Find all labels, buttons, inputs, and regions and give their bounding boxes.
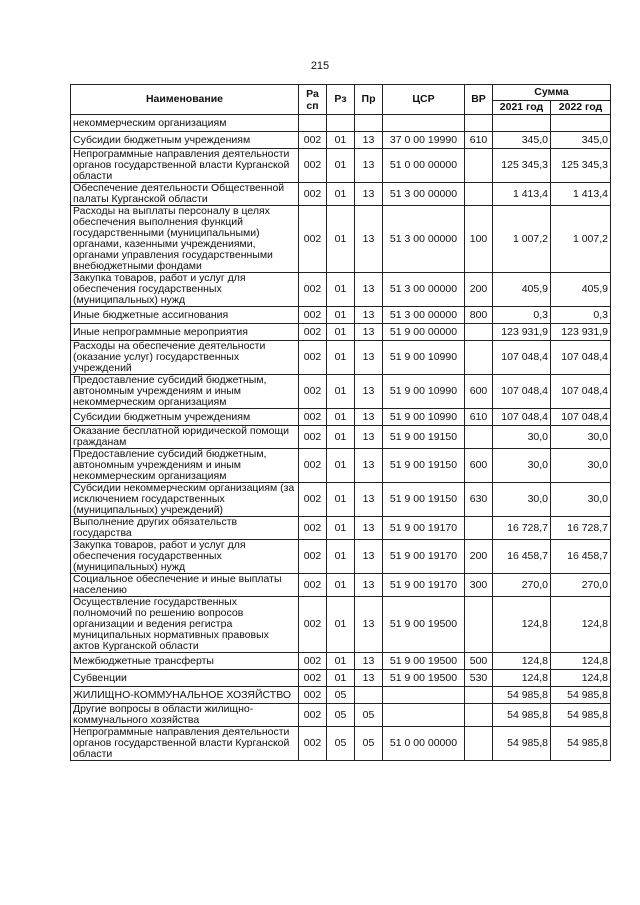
cell-2021: 30,0	[493, 449, 551, 483]
cell-pr: 13	[355, 324, 383, 341]
cell-name: некоммерческим организациям	[71, 115, 299, 132]
table-row	[71, 273, 611, 307]
cell-vr: 610	[465, 409, 493, 426]
cell-2021: 125 345,3	[493, 149, 551, 183]
cell-csr: 51 9 00 19170	[383, 540, 465, 574]
header-pr: Пр	[355, 85, 383, 115]
cell-vr	[465, 183, 493, 206]
cell-pr	[355, 115, 383, 132]
header-vr: ВР	[465, 85, 493, 115]
cell-name: Расходы на обеспечение деятельности (оказание услуг) государственных учреждений	[71, 341, 299, 375]
cell-vr: 630	[465, 483, 493, 517]
cell-2021: 405,9	[493, 273, 551, 307]
cell-pr: 13	[355, 483, 383, 517]
cell-rasp: 002	[299, 653, 327, 670]
cell-2021: 54 985,8	[493, 704, 551, 727]
cell-rz: 01	[327, 206, 355, 273]
cell-vr: 200	[465, 273, 493, 307]
cell-2022: 30,0	[551, 483, 611, 517]
cell-2021: 107 048,4	[493, 409, 551, 426]
table-row	[71, 183, 611, 206]
cell-rasp: 002	[299, 540, 327, 574]
cell-csr: 51 9 00 19150	[383, 426, 465, 449]
cell-2021: 123 931,9	[493, 324, 551, 341]
cell-pr: 13	[355, 653, 383, 670]
budget-table	[70, 84, 611, 761]
cell-csr: 51 9 00 10990	[383, 341, 465, 375]
cell-csr: 51 9 00 19150	[383, 449, 465, 483]
cell-name: Осуществление государственных полномочий по решению вопросов организации и ведения регистра муниципальных нормативных правовых актов Курганской области	[71, 597, 299, 653]
cell-vr	[465, 115, 493, 132]
table-row	[71, 375, 611, 409]
cell-csr: 51 0 00 00000	[383, 727, 465, 761]
cell-2021: 0,3	[493, 307, 551, 324]
cell-name: Субвенции	[71, 670, 299, 687]
cell-2021: 30,0	[493, 483, 551, 517]
cell-name: Предоставление субсидий бюджетным, автономным учреждениям и иным некоммерческим организациям	[71, 449, 299, 483]
cell-name: Иные непрограммные мероприятия	[71, 324, 299, 341]
cell-csr	[383, 687, 465, 704]
cell-2022: 123 931,9	[551, 324, 611, 341]
cell-2021: 124,8	[493, 597, 551, 653]
cell-rz: 01	[327, 653, 355, 670]
page-number: 215	[310, 60, 330, 72]
cell-name: Иные бюджетные ассигнования	[71, 307, 299, 324]
cell-rasp: 002	[299, 449, 327, 483]
cell-2022: 270,0	[551, 574, 611, 597]
cell-2022: 30,0	[551, 426, 611, 449]
cell-name: Субсидии некоммерческим организациям (за исключением государственных (муниципальных) учреждений)	[71, 483, 299, 517]
cell-2022: 107 048,4	[551, 341, 611, 375]
table-row	[71, 727, 611, 761]
cell-rasp: 002	[299, 483, 327, 517]
cell-2022: 54 985,8	[551, 704, 611, 727]
cell-rasp: 002	[299, 517, 327, 540]
cell-rasp: 002	[299, 727, 327, 761]
table-row	[71, 307, 611, 324]
table-row	[71, 574, 611, 597]
cell-2021	[493, 115, 551, 132]
table-row	[71, 324, 611, 341]
header-csr: ЦСР	[383, 85, 465, 115]
cell-pr	[355, 687, 383, 704]
cell-pr: 13	[355, 409, 383, 426]
table-row	[71, 206, 611, 273]
cell-2022: 124,8	[551, 670, 611, 687]
cell-name: Выполнение других обязательств государства	[71, 517, 299, 540]
cell-vr	[465, 341, 493, 375]
cell-vr	[465, 324, 493, 341]
cell-name: Закупка товаров, работ и услуг для обеспечения государственных (муниципальных) нужд	[71, 273, 299, 307]
cell-rz: 01	[327, 409, 355, 426]
cell-2022: 16 458,7	[551, 540, 611, 574]
table-row	[71, 653, 611, 670]
cell-2021: 16 458,7	[493, 540, 551, 574]
cell-name: Предоставление субсидий бюджетным, автономным учреждениям и иным некоммерческим организациям	[71, 375, 299, 409]
cell-2022: 16 728,7	[551, 517, 611, 540]
cell-csr	[383, 115, 465, 132]
cell-2022: 0,3	[551, 307, 611, 324]
cell-rz: 05	[327, 727, 355, 761]
cell-vr	[465, 517, 493, 540]
header-2022: 2022 год	[551, 101, 611, 115]
cell-rz: 01	[327, 149, 355, 183]
cell-pr: 13	[355, 206, 383, 273]
cell-rz: 01	[327, 449, 355, 483]
cell-2022: 124,8	[551, 653, 611, 670]
cell-2022: 1 413,4	[551, 183, 611, 206]
table-row	[71, 409, 611, 426]
cell-2021: 124,8	[493, 653, 551, 670]
cell-pr: 13	[355, 273, 383, 307]
cell-name: Непрограммные направления деятельности органов государственной власти Курганской области	[71, 727, 299, 761]
cell-rz: 01	[327, 132, 355, 149]
cell-rasp: 002	[299, 273, 327, 307]
cell-rasp: 002	[299, 149, 327, 183]
cell-name: Другие вопросы в области жилищно-коммунального хозяйства	[71, 704, 299, 727]
cell-2021: 107 048,4	[493, 375, 551, 409]
header-2021: 2021 год	[493, 101, 551, 115]
cell-csr: 37 0 00 19990	[383, 132, 465, 149]
cell-2022: 30,0	[551, 449, 611, 483]
cell-vr: 500	[465, 653, 493, 670]
cell-pr: 13	[355, 540, 383, 574]
cell-pr: 13	[355, 183, 383, 206]
cell-rz: 01	[327, 324, 355, 341]
cell-rz: 05	[327, 687, 355, 704]
header-sum: Сумма	[493, 85, 611, 101]
cell-rz: 01	[327, 670, 355, 687]
table-row	[71, 670, 611, 687]
table-row	[71, 517, 611, 540]
cell-pr: 13	[355, 341, 383, 375]
cell-rz: 01	[327, 273, 355, 307]
cell-2022: 405,9	[551, 273, 611, 307]
cell-pr: 05	[355, 727, 383, 761]
cell-pr: 13	[355, 597, 383, 653]
cell-2021: 107 048,4	[493, 341, 551, 375]
cell-2021: 16 728,7	[493, 517, 551, 540]
cell-rasp: 002	[299, 687, 327, 704]
cell-2022: 54 985,8	[551, 687, 611, 704]
cell-vr	[465, 426, 493, 449]
cell-vr: 800	[465, 307, 493, 324]
cell-2021: 54 985,8	[493, 687, 551, 704]
table-row	[71, 341, 611, 375]
table-row	[71, 449, 611, 483]
cell-rz: 01	[327, 517, 355, 540]
cell-name: Социальное обеспечение и иные выплаты населению	[71, 574, 299, 597]
cell-vr: 600	[465, 449, 493, 483]
cell-rasp: 002	[299, 426, 327, 449]
cell-name: Межбюджетные трансферты	[71, 653, 299, 670]
cell-csr: 51 0 00 00000	[383, 149, 465, 183]
cell-name: Расходы на выплаты персоналу в целях обеспечения выполнения функций государственными (муниципальными) органами, казенными учреждениями, органами управления государственными внебюджетными фондами	[71, 206, 299, 273]
cell-rz: 01	[327, 307, 355, 324]
cell-pr: 13	[355, 426, 383, 449]
cell-2022: 125 345,3	[551, 149, 611, 183]
cell-2021: 1 413,4	[493, 183, 551, 206]
cell-rz	[327, 115, 355, 132]
table-row	[71, 704, 611, 727]
cell-csr: 51 9 00 10990	[383, 375, 465, 409]
cell-rz: 01	[327, 483, 355, 517]
cell-2022: 124,8	[551, 597, 611, 653]
cell-rasp: 002	[299, 574, 327, 597]
cell-pr: 13	[355, 517, 383, 540]
table-row	[71, 540, 611, 574]
cell-2021: 345,0	[493, 132, 551, 149]
cell-2022: 345,0	[551, 132, 611, 149]
table-row	[71, 132, 611, 149]
cell-csr: 51 9 00 19500	[383, 597, 465, 653]
cell-name: Оказание бесплатной юридической помощи гражданам	[71, 426, 299, 449]
table-row	[71, 115, 611, 132]
cell-vr: 200	[465, 540, 493, 574]
cell-pr: 13	[355, 149, 383, 183]
cell-pr: 13	[355, 307, 383, 324]
cell-vr	[465, 727, 493, 761]
cell-2021: 1 007,2	[493, 206, 551, 273]
cell-vr: 600	[465, 375, 493, 409]
cell-vr	[465, 149, 493, 183]
cell-2022: 107 048,4	[551, 375, 611, 409]
table-row	[71, 149, 611, 183]
cell-rasp: 002	[299, 375, 327, 409]
cell-2022: 1 007,2	[551, 206, 611, 273]
cell-rz: 01	[327, 597, 355, 653]
cell-csr: 51 3 00 00000	[383, 206, 465, 273]
table-row	[71, 597, 611, 653]
cell-rasp: 002	[299, 597, 327, 653]
cell-2022: 107 048,4	[551, 409, 611, 426]
cell-2022	[551, 115, 611, 132]
cell-csr: 51 3 00 00000	[383, 183, 465, 206]
cell-name: Обеспечение деятельности Общественной палаты Курганской области	[71, 183, 299, 206]
cell-pr: 13	[355, 132, 383, 149]
cell-rasp: 002	[299, 341, 327, 375]
cell-name: Закупка товаров, работ и услуг для обеспечения государственных (муниципальных) нужд	[71, 540, 299, 574]
cell-2021: 30,0	[493, 426, 551, 449]
cell-rasp: 002	[299, 183, 327, 206]
cell-vr	[465, 597, 493, 653]
table-row	[71, 426, 611, 449]
cell-name: ЖИЛИЩНО-КОММУНАЛЬНОЕ ХОЗЯЙСТВО	[71, 687, 299, 704]
cell-vr: 530	[465, 670, 493, 687]
cell-csr: 51 9 00 00000	[383, 324, 465, 341]
cell-rasp: 002	[299, 132, 327, 149]
cell-csr: 51 3 00 00000	[383, 307, 465, 324]
cell-2021: 270,0	[493, 574, 551, 597]
cell-pr: 13	[355, 670, 383, 687]
header-rz: Рз	[327, 85, 355, 115]
table-row	[71, 687, 611, 704]
cell-rasp	[299, 115, 327, 132]
cell-name: Субсидии бюджетным учреждениям	[71, 409, 299, 426]
cell-vr	[465, 704, 493, 727]
cell-csr: 51 9 00 19500	[383, 670, 465, 687]
table-row	[71, 483, 611, 517]
cell-2021: 124,8	[493, 670, 551, 687]
cell-rz: 01	[327, 574, 355, 597]
cell-rasp: 002	[299, 206, 327, 273]
cell-pr: 05	[355, 704, 383, 727]
cell-rz: 01	[327, 341, 355, 375]
cell-csr: 51 9 00 19170	[383, 574, 465, 597]
cell-pr: 13	[355, 574, 383, 597]
table-body	[71, 115, 611, 761]
cell-2022: 54 985,8	[551, 727, 611, 761]
cell-rasp: 002	[299, 670, 327, 687]
cell-name: Непрограммные направления деятельности органов государственной власти Курганской области	[71, 149, 299, 183]
cell-csr: 51 3 00 00000	[383, 273, 465, 307]
cell-vr: 100	[465, 206, 493, 273]
cell-pr: 13	[355, 375, 383, 409]
cell-2021: 54 985,8	[493, 727, 551, 761]
cell-rz: 01	[327, 426, 355, 449]
cell-pr: 13	[355, 449, 383, 483]
cell-csr	[383, 704, 465, 727]
cell-rz: 01	[327, 540, 355, 574]
header-rasp: Ра сп	[299, 85, 327, 115]
cell-csr: 51 9 00 10990	[383, 409, 465, 426]
header-name: Наименование	[71, 85, 299, 115]
cell-rasp: 002	[299, 307, 327, 324]
cell-rz: 05	[327, 704, 355, 727]
cell-rasp: 002	[299, 324, 327, 341]
cell-rz: 01	[327, 183, 355, 206]
cell-name: Субсидии бюджетным учреждениям	[71, 132, 299, 149]
cell-vr	[465, 687, 493, 704]
cell-rasp: 002	[299, 704, 327, 727]
cell-rasp: 002	[299, 409, 327, 426]
cell-vr: 300	[465, 574, 493, 597]
cell-csr: 51 9 00 19170	[383, 517, 465, 540]
cell-csr: 51 9 00 19500	[383, 653, 465, 670]
cell-vr: 610	[465, 132, 493, 149]
cell-csr: 51 9 00 19150	[383, 483, 465, 517]
cell-rz: 01	[327, 375, 355, 409]
